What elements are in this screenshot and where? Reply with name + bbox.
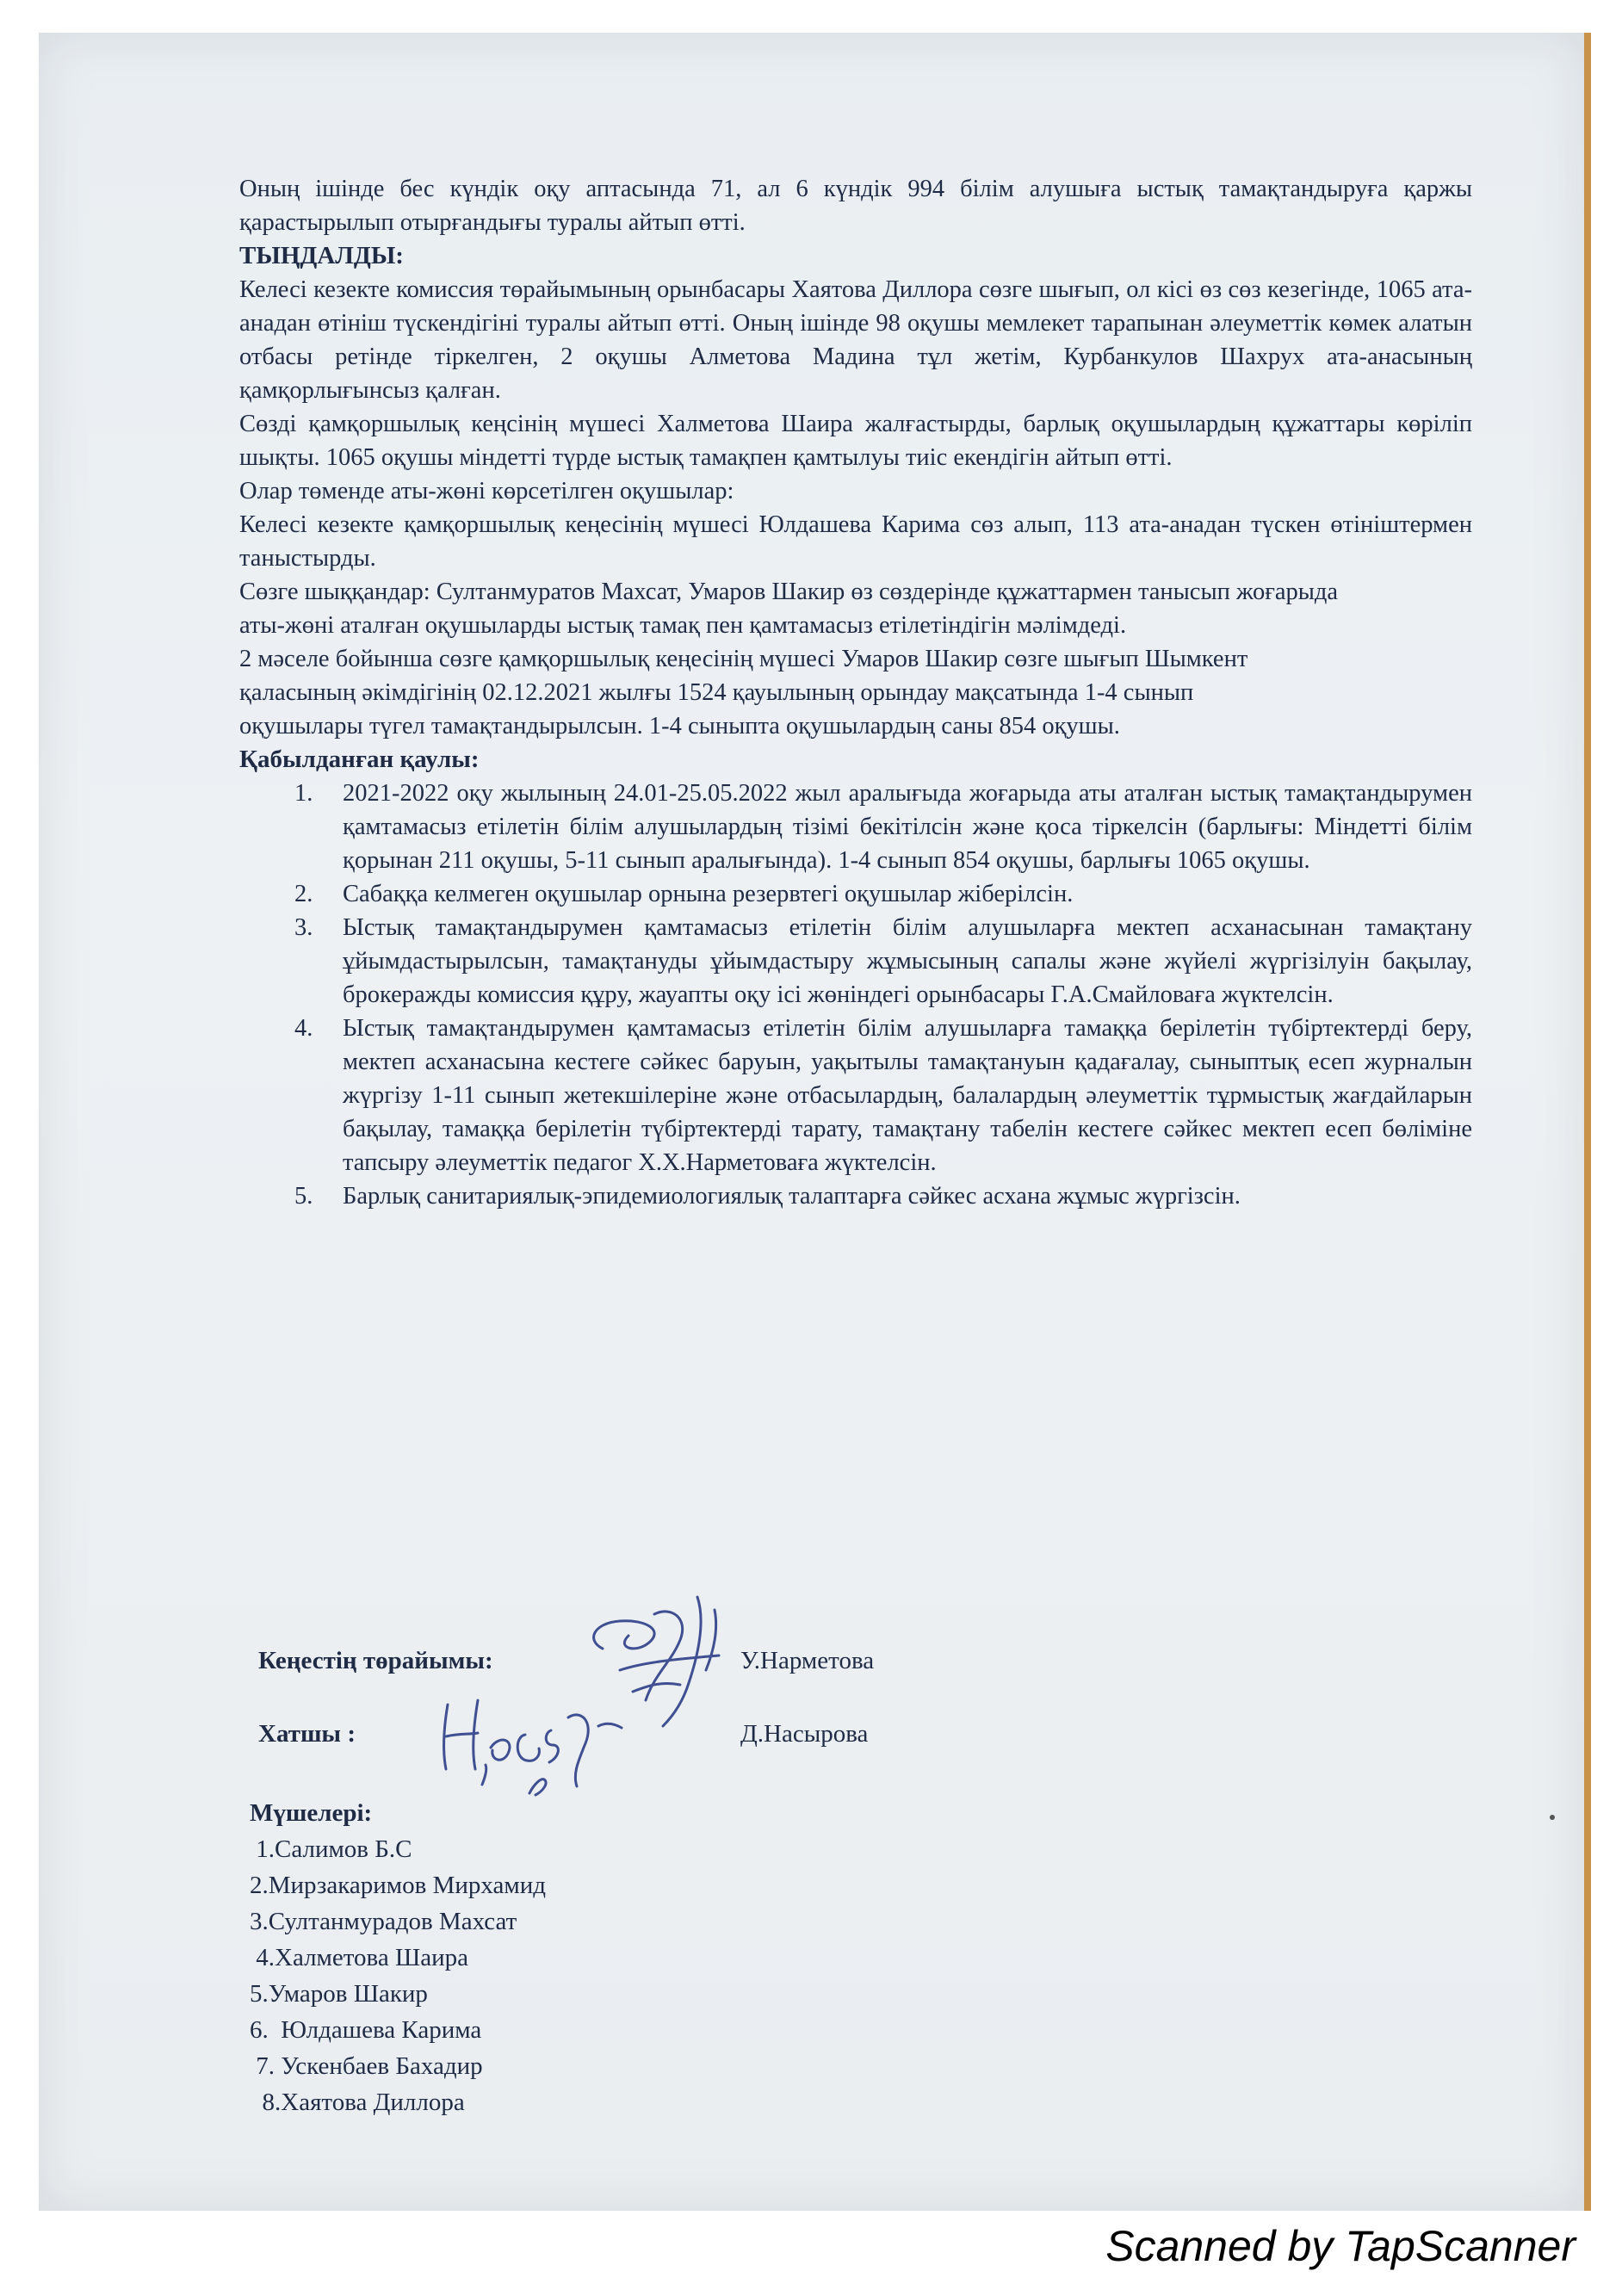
chair-name: У.Нарметова (740, 1647, 875, 1674)
decision-text: 2021-2022 оқу жылының 24.01-25.05.2022 жыл аралығыда жоғарыда аты аталған ыстық тамақтандырумен қамтамасыз етілетін білім алушылардың тізімі бекітілсін және қоса тіркелсін (барлығы: Міндетті білім қорынан 211 оқушы, 5-11 сынып аралығында). 1-4 сынып 854 оқушы, барлығы 1065 оқушы. (343, 780, 1472, 874)
paragraph-3: Олар төменде аты-жөні көрсетілген оқушылар: (239, 478, 734, 504)
scanner-watermark: Scanned by TapScanner (1105, 2222, 1576, 2270)
decision-item (239, 911, 1472, 1012)
paper-edge (1584, 33, 1591, 2211)
paragraph-4: Келесі кезекте қамқоршылық кеңесінің мүшесі Юлдашева Карима сөз алып, 113 ата-анадан түскен өтініштермен таныстырды. (239, 511, 1472, 572)
decision-item (239, 877, 1472, 911)
paragraph-5: Сөзге шыққандар: Султанмуратов Махсат, Умаров Шакир өз сөздерінде құжаттармен танысып жоғарыда аты-жөні аталған оқушыларды ыстық тамақ пен қамтамасыз етілетіндігін мәлімдеді. (239, 579, 1339, 639)
heard-heading: ТЫҢДАЛДЫ: (239, 242, 404, 269)
member-item: 8.Хаятова Диллора (250, 2089, 465, 2116)
document-body (239, 172, 1472, 1213)
decision-item (239, 1012, 1472, 1179)
paragraph-1: Келесі кезекте комиссия төрайымының орынбасары Хаятова Диллора сөзге шығып, ол кісі өз сөз кезегінде, 1065 ата-анадан өтініш түскендігіні туралы айтып өтті. Оның ішінде 98 оқушы мемлекет тарапынан әлеуметтік көмек алатын отбасы ретінде тіркелген, 2 оқушы Алметова Мадина тұл жетім, Курбанкулов Шахрух ата-анасының қамқорлығынсыз қалған. (239, 276, 1472, 404)
paper-speck (1550, 1815, 1555, 1820)
decision-text: Сабаққа келмеген оқушылар орнына резервтегі оқушылар жіберілсін. (343, 881, 1074, 907)
member-item: 3.Султанмурадов Махсат (250, 1908, 517, 1935)
member-item: 2.Мирзакаримов Мирхамид (250, 1872, 546, 1899)
decision-text: Барлық санитариялық-эпидемиологиялық талаптарға сәйкес асхана жұмыс жүргізсін. (343, 1183, 1241, 1210)
decision-text: Ыстық тамақтандырумен қамтамасыз етілетін білім алушыларға тамаққа берілетін түбіртектерді беру, мектеп асханасына кестеге сәйкес баруын, уақытылы тамақтануын қадағалау, сыныптық есеп журналын жүргізу 1-11 сынып жетекшілеріне және отбасылардың, балалардың әлеуметтік тұрмыстық жағдайларын бақылау, тамаққа берілетін түбіртектерді тарату, тамақтану табелін кестеге сәйкес мектеп есеп бөліміне тапсыру әлеуметтік педагог Х.Х.Нарметоваға жүктелсін. (343, 1015, 1472, 1176)
intro-paragraph: Оның ішінде бес күндік оқу аптасында 71, ал 6 күндік 994 білім алушыға ыстық тамақтандыруға қаржы қарастырылып отырғандығы туралы айтып өтті. (239, 176, 1472, 236)
paragraph-2: Сөзді қамқоршылық кеңсінің мүшесі Халметова Шаира жалғастырды, барлық оқушылардың құжаттары көріліп шықты. 1065 оқушы міндетті түрде ыстық тамақпен қамтылуы тиіс екендігін айтып өтті. (239, 411, 1472, 471)
secretary-name: Д.Насырова (740, 1720, 869, 1748)
paragraph-6: 2 мәселе бойынша сөзге қамқоршылық кеңесінің мүшесі Умаров Шакир сөзге шығып Шымкент қаласының әкімдігінің 02.12.2021 жылғы 1524 қауылының орындау мақсатында 1-4 сынып оқушылары түгел тамақтандырылсын. 1-4 сыныпта оқушылардың саны 854 оқушы. (239, 646, 1248, 740)
decision-number: 4. (294, 1015, 313, 1042)
decision-text: Ыстық тамақтандырумен қамтамасыз етілетін білім алушыларға мектеп асханасынан тамақтану ұйымдастырылсын, тамақтануды ұйымдастыру жұмысының сапалы және жүйелі жүргізілуін бақылау, брокеражды комиссия құру, жауапты оқу ісі жөніндегі орынбасары Г.А.Смайловаға жүктелсін. (343, 914, 1472, 1008)
chair-label: Кеңестің төрайымы: (258, 1647, 493, 1674)
member-item: 5.Умаров Шакир (250, 1980, 428, 2008)
secretary-label: Хатшы : (258, 1720, 356, 1748)
member-item: 4.Халметова Шаира (250, 1944, 469, 1971)
members-list (250, 1795, 546, 2120)
decision-item (239, 1179, 1472, 1213)
decision-number: 5. (294, 1183, 313, 1210)
members-heading: Мүшелері: (250, 1799, 373, 1827)
secretary-signature (430, 1683, 654, 1804)
member-item: 6. Юлдашева Карима (250, 2016, 482, 2044)
decisions-list (239, 777, 1472, 1213)
decision-number: 1. (294, 780, 313, 807)
member-item: 1.Салимов Б.С (250, 1835, 412, 1863)
decision-number: 2. (294, 881, 313, 907)
member-item: 7. Ускенбаев Бахадир (250, 2052, 483, 2080)
decision-item (239, 777, 1472, 877)
decisions-heading: Қабылданған қаулы: (239, 746, 480, 773)
decision-number: 3. (294, 914, 313, 941)
